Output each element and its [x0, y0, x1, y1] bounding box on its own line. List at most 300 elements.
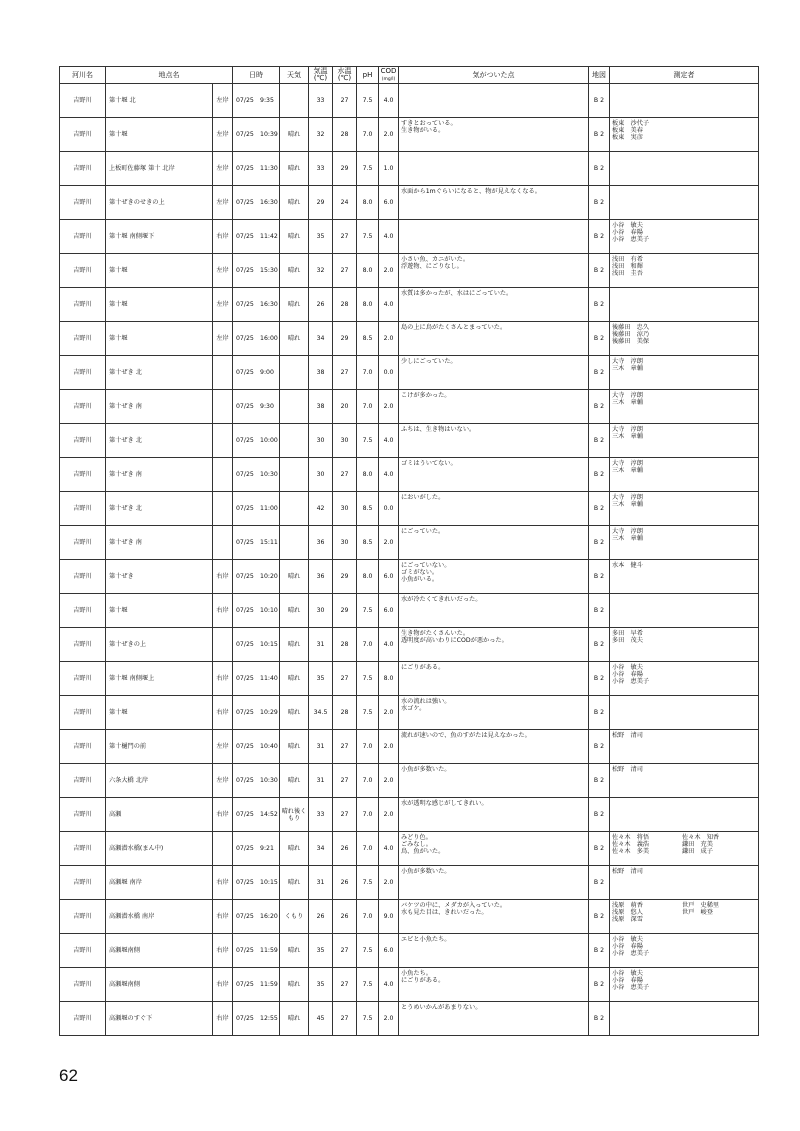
weather-cell: 晴れ [280, 118, 309, 152]
weather-cell: 晴れ [280, 934, 309, 968]
note-line: 小さい魚、カニがいた。 [401, 256, 470, 263]
river-cell: 吉野川 [60, 968, 106, 1002]
measurer-cell [610, 288, 759, 322]
weather-cell: 晴れ [280, 152, 309, 186]
map-cell: B 2 [589, 186, 610, 220]
weather-cell: 晴れ [280, 594, 309, 628]
air-temp-cell: 38 [309, 390, 333, 424]
measurer-name: 後藤田 忠久 [612, 324, 650, 331]
notes-cell [399, 186, 589, 220]
datetime-cell: 07/25 16:20 [233, 900, 280, 934]
table-row [60, 968, 759, 1002]
ph-cell: 7.0 [357, 764, 379, 798]
bank-cell: 右岸 [213, 594, 233, 628]
river-cell: 吉野川 [60, 152, 106, 186]
bank-cell: 右岸 [213, 1002, 233, 1036]
table-row [60, 84, 759, 118]
measurer-name: 小谷 恵美子 [612, 678, 650, 685]
measurer-name: 松野 清司 [612, 868, 643, 875]
ph-cell: 7.0 [357, 798, 379, 832]
air-temp-cell: 32 [309, 254, 333, 288]
point-cell: 第十樋門の前 [106, 730, 213, 764]
weather-cell: 晴れ [280, 186, 309, 220]
ph-cell: 7.5 [357, 424, 379, 458]
weather-cell [280, 390, 309, 424]
header-cod: COD (mg/l) [379, 67, 399, 84]
notes-cell [399, 1002, 589, 1036]
table-row [60, 356, 759, 390]
measurer-name: 小谷 春陽 [612, 229, 643, 236]
notes-cell [399, 492, 589, 526]
note-line: 島の上に鳥がたくさんとまっていた。 [401, 324, 507, 331]
air-temp-cell: 45 [309, 1002, 333, 1036]
ph-cell: 8.0 [357, 560, 379, 594]
point-cell: 第十ぜき 南 [106, 390, 213, 424]
water-temp-cell: 27 [333, 1002, 357, 1036]
measurer-name: 鎌田 充美 [682, 841, 713, 848]
measurer-name: 小谷 恵美子 [612, 950, 650, 957]
measurer-name: 大寺 淳朗 [612, 358, 643, 365]
datetime-cell: 07/25 11:59 [233, 934, 280, 968]
measurer-name: 多田 茂夫 [612, 637, 643, 644]
water-temp-cell: 28 [333, 118, 357, 152]
note-line: 生き物がたくさんいた。 [401, 630, 470, 637]
note-line: みどり色。 [401, 834, 432, 841]
table-row [60, 662, 759, 696]
datetime-cell: 07/25 10:40 [233, 730, 280, 764]
measurer-name: 小谷 敏夫 [612, 664, 643, 671]
cod-cell: 4.0 [379, 628, 399, 662]
table-row [60, 322, 759, 356]
cod-cell: 9.0 [379, 900, 399, 934]
cod-cell: 2.0 [379, 1002, 399, 1036]
point-cell: 高瀬潜水橋 南岸 [106, 900, 213, 934]
measurer-name: 佐々木 知香 [682, 834, 720, 841]
note-line: 水が透明な感じがしてきれい。 [401, 800, 488, 807]
measurer-cell [610, 356, 759, 390]
notes-cell [399, 526, 589, 560]
water-temp-cell: 24 [333, 186, 357, 220]
river-cell: 吉野川 [60, 900, 106, 934]
measurer-name: 大寺 淳朗 [612, 392, 643, 399]
table-row [60, 628, 759, 662]
table-row [60, 254, 759, 288]
air-temp-cell: 32 [309, 118, 333, 152]
ph-cell: 7.5 [357, 1002, 379, 1036]
table-row [60, 560, 759, 594]
measurer-name: 世戸 峻登 [682, 909, 713, 916]
weather-cell [280, 356, 309, 390]
air-temp-cell: 38 [309, 356, 333, 390]
datetime-cell: 07/25 10:00 [233, 424, 280, 458]
note-line: 流れが速いので、魚のすがたは見えなかった。 [401, 732, 531, 739]
notes-cell [399, 424, 589, 458]
header-weather: 天気 [280, 67, 309, 84]
measurer-name: 後藤田 美保 [612, 338, 650, 345]
water-temp-cell: 27 [333, 254, 357, 288]
point-cell: 第十堰 [106, 254, 213, 288]
cod-cell: 2.0 [379, 322, 399, 356]
map-cell: B 2 [589, 934, 610, 968]
measurer-cell [610, 152, 759, 186]
air-temp-cell: 29 [309, 186, 333, 220]
water-temp-cell: 30 [333, 424, 357, 458]
note-line: にごっていた。 [401, 528, 445, 535]
cod-cell: 4.0 [379, 220, 399, 254]
point-cell: 第十堰 南側堰下 [106, 220, 213, 254]
ph-cell: 7.0 [357, 730, 379, 764]
measurer-name: 佐々木 義浩 [612, 841, 650, 848]
water-temp-cell: 27 [333, 730, 357, 764]
river-cell: 吉野川 [60, 662, 106, 696]
point-cell: 高瀬堰のすぐ下 [106, 1002, 213, 1036]
cod-cell: 4.0 [379, 84, 399, 118]
note-line: 浮遊物、にごりなし。 [401, 263, 463, 270]
weather-cell [280, 424, 309, 458]
water-temp-cell: 26 [333, 866, 357, 900]
point-cell: 第十堰 北 [106, 84, 213, 118]
map-cell: B 2 [589, 696, 610, 730]
bank-cell [213, 526, 233, 560]
water-temp-cell: 27 [333, 458, 357, 492]
note-line: 水も見た目は、きれいだった。 [401, 909, 488, 916]
measurer-cell [610, 696, 759, 730]
water-temp-cell: 27 [333, 968, 357, 1002]
bank-cell: 左岸 [213, 730, 233, 764]
ph-cell: 7.0 [357, 628, 379, 662]
water-temp-cell: 29 [333, 322, 357, 356]
notes-cell [399, 288, 589, 322]
ph-cell: 8.5 [357, 526, 379, 560]
note-line: すきとおっている。 [401, 120, 457, 127]
measurer-name: 板東 実彦 [612, 134, 643, 141]
measurer-name: 浅田 和輝 [612, 263, 643, 270]
measurer-name: 水本 健斗 [612, 562, 643, 569]
datetime-cell: 07/25 16:30 [233, 186, 280, 220]
bank-cell: 右岸 [213, 866, 233, 900]
cod-cell: 6.0 [379, 560, 399, 594]
weather-cell: 晴れ [280, 560, 309, 594]
water-temp-cell: 27 [333, 934, 357, 968]
header-water-temp: 水温 (℃) [333, 67, 357, 84]
notes-cell [399, 832, 589, 866]
datetime-cell: 07/25 10:10 [233, 594, 280, 628]
measurer-cell [610, 594, 759, 628]
measurer-name: 大寺 淳朗 [612, 426, 643, 433]
bank-cell: 左岸 [213, 254, 233, 288]
water-temp-cell: 28 [333, 628, 357, 662]
cod-cell: 2.0 [379, 254, 399, 288]
note-line: にごっていない。 [401, 562, 451, 569]
weather-cell: 晴れ [280, 1002, 309, 1036]
point-cell: 上板町佐藤塚 第十 北岸 [106, 152, 213, 186]
measurer-name: 小谷 敏夫 [612, 222, 643, 229]
notes-cell [399, 594, 589, 628]
ph-cell: 7.5 [357, 84, 379, 118]
measurer-name: 佐々木 多美 [612, 848, 650, 855]
air-temp-cell: 34 [309, 832, 333, 866]
notes-cell [399, 628, 589, 662]
point-cell: 高瀬堰 南岸 [106, 866, 213, 900]
measurer-name: 三木 章輔 [612, 467, 643, 474]
ph-cell: 7.0 [357, 356, 379, 390]
map-cell: B 2 [589, 322, 610, 356]
map-cell: B 2 [589, 662, 610, 696]
water-temp-cell: 27 [333, 798, 357, 832]
cod-cell: 2.0 [379, 118, 399, 152]
note-line: 鳥、魚がいた。 [401, 848, 445, 855]
air-temp-cell: 34 [309, 322, 333, 356]
notes-cell [399, 934, 589, 968]
water-temp-cell: 28 [333, 288, 357, 322]
table-row [60, 526, 759, 560]
header-map: 地図 [589, 67, 610, 84]
notes-cell [399, 968, 589, 1002]
bank-cell: 左岸 [213, 764, 233, 798]
point-cell: 第十ぜき 南 [106, 458, 213, 492]
measurer-name: 三木 章輔 [612, 433, 643, 440]
weather-cell [280, 84, 309, 118]
air-temp-cell: 31 [309, 866, 333, 900]
notes-cell [399, 696, 589, 730]
bank-cell: 左岸 [213, 186, 233, 220]
measurer-cell [610, 492, 759, 526]
map-cell: B 2 [589, 84, 610, 118]
weather-cell: 晴れ [280, 832, 309, 866]
table-row [60, 220, 759, 254]
weather-cell: 晴れ [280, 866, 309, 900]
note-line: バケツの中に、メダカが入っていた。 [401, 902, 507, 909]
cod-cell: 2.0 [379, 798, 399, 832]
weather-cell: 晴れ [280, 662, 309, 696]
notes-cell [399, 662, 589, 696]
datetime-cell: 07/25 11:59 [233, 968, 280, 1002]
point-cell: 六条大橋 北岸 [106, 764, 213, 798]
table-row [60, 730, 759, 764]
water-temp-cell: 27 [333, 662, 357, 696]
measurer-name: 三木 章輔 [612, 399, 643, 406]
river-cell: 吉野川 [60, 356, 106, 390]
notes-cell [399, 84, 589, 118]
note-line: 水の流れは強い。 [401, 698, 451, 705]
point-cell: 第十堰 [106, 696, 213, 730]
point-cell: 第十ぜきのせきの上 [106, 186, 213, 220]
note-line: ゴミがない。 [401, 569, 439, 576]
bank-cell: 右岸 [213, 696, 233, 730]
map-cell: B 2 [589, 492, 610, 526]
air-temp-cell: 35 [309, 220, 333, 254]
measurer-name: 大寺 淳朗 [612, 460, 643, 467]
river-cell: 吉野川 [60, 832, 106, 866]
observation-table [59, 66, 759, 1036]
weather-cell [280, 458, 309, 492]
ph-cell: 8.5 [357, 492, 379, 526]
ph-cell: 7.5 [357, 220, 379, 254]
note-line: ごみなし。 [401, 841, 432, 848]
air-temp-cell: 26 [309, 900, 333, 934]
measurer-name: 三木 章輔 [612, 501, 643, 508]
cod-cell: 6.0 [379, 594, 399, 628]
notes-cell [399, 798, 589, 832]
notes-cell [399, 390, 589, 424]
cod-cell: 0.0 [379, 356, 399, 390]
header-air-temp: 気温 (℃) [309, 67, 333, 84]
cod-cell: 4.0 [379, 832, 399, 866]
header-point: 地点名 [106, 67, 233, 84]
map-cell: B 2 [589, 900, 610, 934]
header-notes: 気がついた点 [399, 67, 589, 84]
datetime-cell: 07/25 9:00 [233, 356, 280, 390]
bank-cell: 左岸 [213, 288, 233, 322]
notes-cell [399, 730, 589, 764]
cod-cell: 2.0 [379, 730, 399, 764]
note-line: 水が冷たくてきれいだった。 [401, 596, 482, 603]
point-cell: 第十ぜき 北 [106, 424, 213, 458]
table-row [60, 390, 759, 424]
measurer-cell [610, 424, 759, 458]
header-datetime: 日時 [233, 67, 280, 84]
ph-cell: 8.5 [357, 322, 379, 356]
air-temp-cell: 30 [309, 458, 333, 492]
river-cell: 吉野川 [60, 458, 106, 492]
point-cell: 第十堰 [106, 594, 213, 628]
bank-cell: 左岸 [213, 152, 233, 186]
water-temp-cell: 27 [333, 84, 357, 118]
notes-cell [399, 118, 589, 152]
table-row [60, 424, 759, 458]
table-body [60, 84, 759, 1036]
water-temp-cell: 26 [333, 900, 357, 934]
map-cell: B 2 [589, 424, 610, 458]
ph-cell: 7.5 [357, 662, 379, 696]
weather-cell: 晴れ [280, 220, 309, 254]
map-cell: B 2 [589, 118, 610, 152]
bank-cell: 右岸 [213, 900, 233, 934]
river-cell: 吉野川 [60, 254, 106, 288]
measurer-name: 佐々木 将悟 [612, 834, 650, 841]
note-line: 小魚たち。 [401, 970, 432, 977]
ph-cell: 7.5 [357, 594, 379, 628]
measurer-cell [610, 186, 759, 220]
datetime-cell: 07/25 11:00 [233, 492, 280, 526]
bank-cell: 右岸 [213, 220, 233, 254]
cod-cell: 2.0 [379, 866, 399, 900]
table-row [60, 1002, 759, 1036]
bank-cell: 右岸 [213, 968, 233, 1002]
table-row [60, 832, 759, 866]
measurer-cell [610, 764, 759, 798]
weather-cell: くもり [280, 900, 309, 934]
air-temp-cell: 36 [309, 560, 333, 594]
note-line: にごりがある。 [401, 664, 445, 671]
datetime-cell: 07/25 11:42 [233, 220, 280, 254]
datetime-cell: 07/25 9:35 [233, 84, 280, 118]
datetime-cell: 07/25 10:20 [233, 560, 280, 594]
map-cell: B 2 [589, 220, 610, 254]
air-temp-cell: 33 [309, 84, 333, 118]
note-line: 小魚がいる。 [401, 576, 439, 583]
point-cell: 第十堰 [106, 322, 213, 356]
river-cell: 吉野川 [60, 288, 106, 322]
bank-cell [213, 628, 233, 662]
map-cell: B 2 [589, 798, 610, 832]
measurer-name: 板東 美春 [612, 127, 643, 134]
cod-cell: 8.0 [379, 662, 399, 696]
air-temp-cell: 31 [309, 764, 333, 798]
note-line: 小魚が多数いた。 [401, 766, 451, 773]
river-cell: 吉野川 [60, 730, 106, 764]
datetime-cell: 07/25 11:30 [233, 152, 280, 186]
river-cell: 吉野川 [60, 220, 106, 254]
point-cell: 第十ぜき 北 [106, 492, 213, 526]
measurer-cell [610, 662, 759, 696]
table-row [60, 118, 759, 152]
bank-cell: 左岸 [213, 322, 233, 356]
weather-cell: 晴れ [280, 764, 309, 798]
measurer-name: 松野 清司 [612, 766, 643, 773]
water-temp-cell: 26 [333, 832, 357, 866]
note-line: エビと小魚たち。 [401, 936, 451, 943]
weather-cell: 晴れ [280, 696, 309, 730]
air-temp-cell: 34.5 [309, 696, 333, 730]
point-cell: 高瀬潜水橋(まん中) [106, 832, 213, 866]
table-row [60, 934, 759, 968]
map-cell: B 2 [589, 152, 610, 186]
ph-cell: 7.5 [357, 934, 379, 968]
datetime-cell: 07/25 10:39 [233, 118, 280, 152]
measurer-cell [610, 968, 759, 1002]
datetime-cell: 07/25 10:15 [233, 866, 280, 900]
measurer-cell [610, 730, 759, 764]
map-cell: B 2 [589, 254, 610, 288]
notes-cell [399, 220, 589, 254]
page-number: 62 [59, 1066, 78, 1085]
datetime-cell: 07/25 15:11 [233, 526, 280, 560]
table-row [60, 288, 759, 322]
air-temp-cell: 42 [309, 492, 333, 526]
datetime-cell: 07/25 16:00 [233, 322, 280, 356]
air-temp-cell: 30 [309, 424, 333, 458]
datetime-cell: 07/25 12:55 [233, 1002, 280, 1036]
cod-cell: 1.0 [379, 152, 399, 186]
air-temp-cell: 31 [309, 628, 333, 662]
map-cell: B 2 [589, 628, 610, 662]
measurer-name: 多田 早希 [612, 630, 643, 637]
point-cell: 第十ぜきの上 [106, 628, 213, 662]
bank-cell [213, 424, 233, 458]
river-cell: 吉野川 [60, 696, 106, 730]
cod-cell: 4.0 [379, 424, 399, 458]
measurer-name: 世戸 史稀里 [682, 902, 720, 909]
map-cell: B 2 [589, 356, 610, 390]
datetime-cell: 07/25 10:30 [233, 458, 280, 492]
weather-cell: 晴れ [280, 628, 309, 662]
measurer-name: 三木 章輔 [612, 365, 643, 372]
table-row [60, 798, 759, 832]
point-cell: 高瀬堰南側 [106, 934, 213, 968]
notes-cell [399, 254, 589, 288]
measurer-cell [610, 628, 759, 662]
water-temp-cell: 29 [333, 594, 357, 628]
note-line: 水面から1mぐらいになると、物が見えなくなる。 [401, 188, 541, 195]
measurer-name: 浅原 悠人 [612, 909, 643, 916]
map-cell: B 2 [589, 968, 610, 1002]
table-row [60, 152, 759, 186]
point-cell: 第十ぜき [106, 560, 213, 594]
ph-cell: 7.0 [357, 118, 379, 152]
bank-cell [213, 390, 233, 424]
notes-cell [399, 356, 589, 390]
